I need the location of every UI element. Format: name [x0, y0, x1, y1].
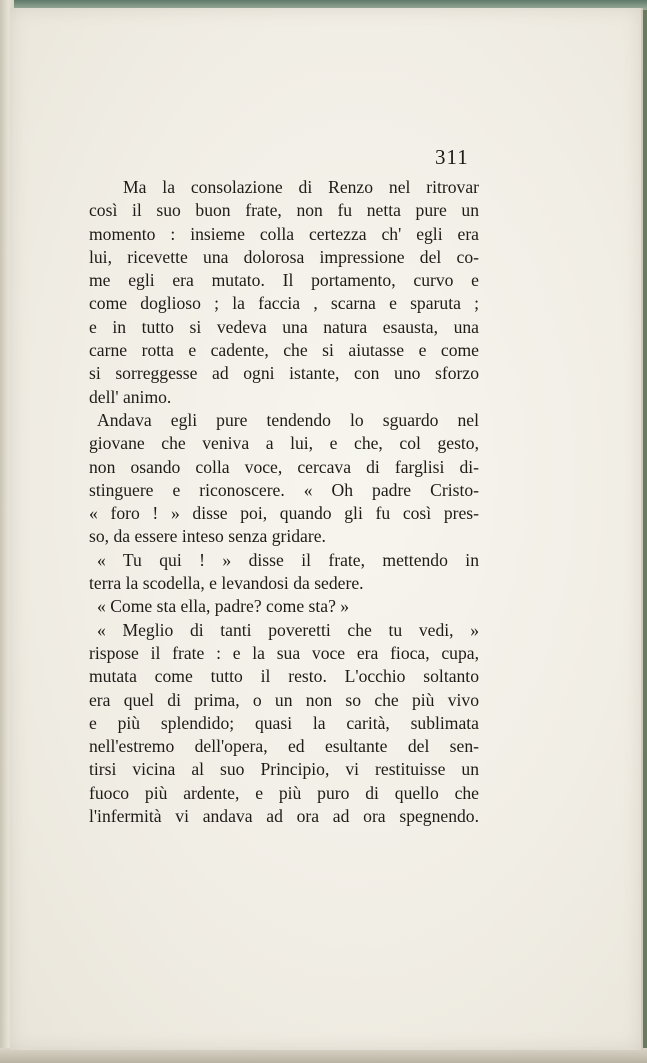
text-line: « foro ! » disse poi, quando gli fu così pres- [89, 503, 479, 524]
book-bottom-edge [0, 1048, 647, 1063]
text-line: « Come sta ella, padre? come sta? » [97, 596, 350, 617]
text-line: Ma la consolazione di Renzo nel ritrovar [123, 177, 479, 197]
text-line: come doglioso ; la faccia , scarna e sparuta ; [89, 293, 479, 314]
page-number: 311 [435, 145, 469, 169]
text-line: rispose il frate : e la sua voce era fioca, cupa, [89, 642, 479, 663]
text-line: dell' animo. [89, 386, 172, 407]
text-line: nell'estremo dell'opera, ed esultante del sen- [89, 736, 479, 757]
text-line: non osando colla voce, cercava di farglisi di- [89, 456, 479, 477]
text-line: fuoco più ardente, e più puro di quello che [89, 782, 479, 803]
text-line: era quel di prima, o un non so che più vivo [89, 689, 479, 710]
text-line: lui, ricevette una dolorosa impressione del co- [89, 246, 479, 267]
text-line: « Tu qui ! » disse il frate, mettendo in [97, 549, 479, 570]
text-line: stinguere e riconoscere. « Oh padre Cristo- [89, 479, 479, 500]
text-line: carne rotta e cadente, che si aiutasse e come [89, 340, 479, 361]
text-line: si sorreggesse ad ogni istante, con uno sforzo [89, 363, 479, 384]
text-line: me egli era mutato. Il portamento, curvo e [89, 270, 479, 291]
text-line: Andava egli pure tendendo lo sguardo nel [97, 409, 479, 430]
text-line: momento : insieme colla certezza ch' egli era [89, 223, 479, 244]
book-page [10, 8, 643, 1050]
text-line: so, da essere inteso senza gridare. [89, 526, 326, 547]
text-line: così il suo buon frate, non fu netta pure un [89, 200, 479, 221]
page-text [89, 176, 479, 828]
text-line: l'infermità vi andava ad ora ad ora spegnendo. [89, 806, 479, 827]
text-line: terra la scodella, e levandosi da sedere. [89, 573, 364, 594]
text-line: tirsi vicina al suo Principio, vi restituisse un [89, 759, 479, 780]
text-line: mutata come tutto il resto. L'occhio soltanto [89, 666, 479, 687]
text-line: e in tutto si vedeva una natura esausta, una [89, 316, 479, 337]
text-line: e più splendido; quasi la carità, sublimata [89, 712, 479, 733]
text-line: giovane che veniva a lui, e che, col gesto, [89, 433, 479, 454]
text-line: « Meglio di tanti poveretti che tu vedi, » [97, 619, 479, 640]
